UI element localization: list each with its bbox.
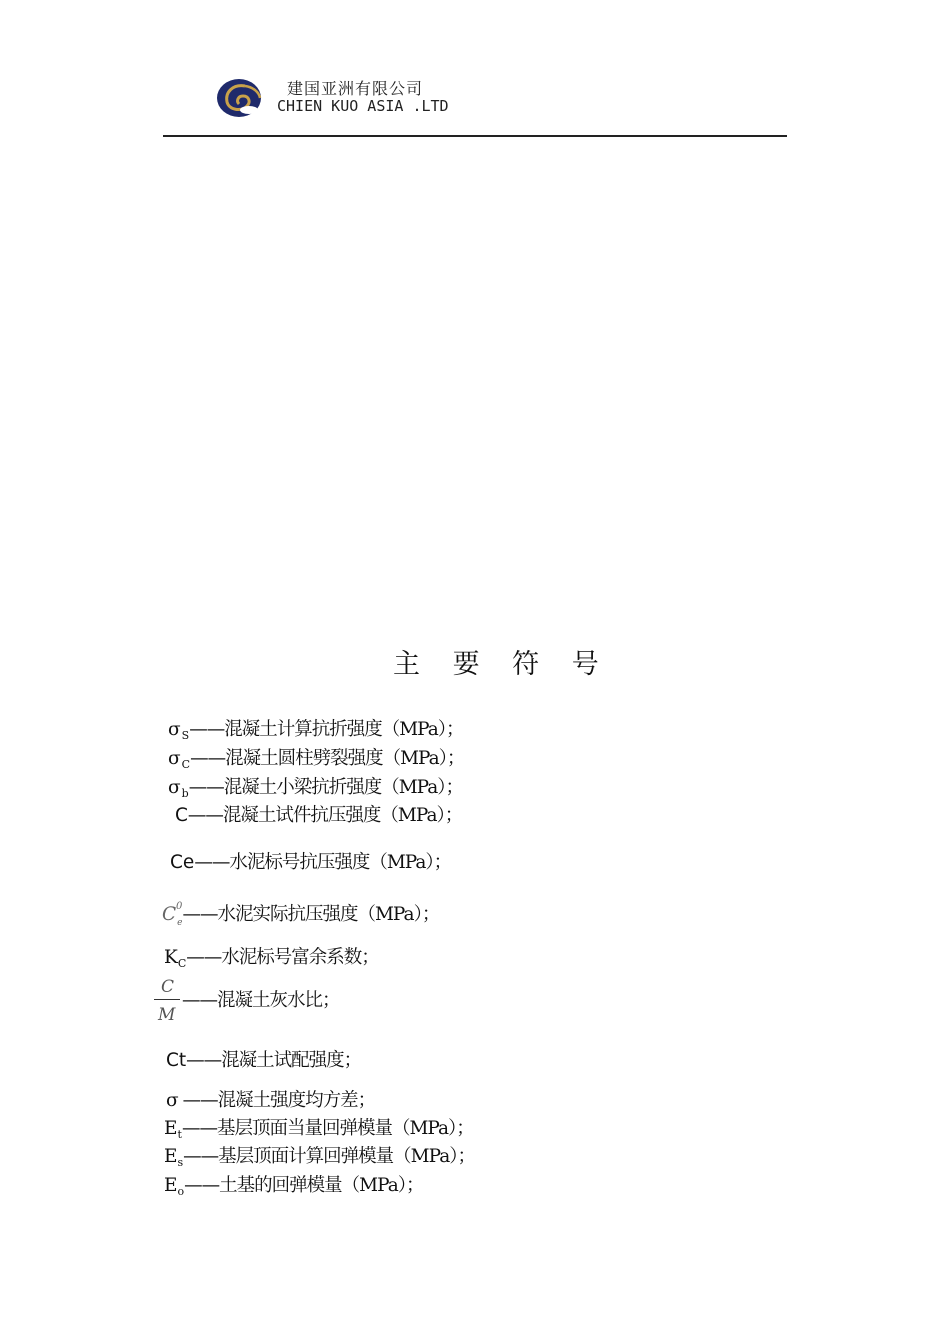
- symbol-description: ——基层顶面当量回弹模量（MPa）；: [181, 1118, 474, 1139]
- symbol-description: ——混凝土强度均方差；: [182, 1090, 376, 1111]
- symbol-description: ——水泥实际抗压强度（MPa）；: [182, 904, 440, 925]
- fraction-numerator: C: [161, 977, 175, 997]
- symbol-superscript: 0: [176, 901, 183, 912]
- symbol-description: ——水泥标号抗压强度（MPa）；: [194, 852, 452, 873]
- symbol-row: [175, 807, 462, 826]
- symbol-subscript: e: [177, 918, 183, 928]
- symbol: C: [162, 904, 177, 925]
- symbol: K: [164, 947, 178, 968]
- symbol: C: [175, 805, 188, 826]
- symbol-subscript: S: [181, 729, 190, 742]
- symbol: σ: [168, 748, 181, 769]
- symbol-row: [164, 1148, 475, 1167]
- symbol-description: ——基层顶面计算回弹模量（MPa）；: [183, 1146, 476, 1167]
- symbol-description: ——混凝土试配强度；: [186, 1050, 362, 1071]
- symbol: σ: [168, 719, 181, 740]
- symbol-description: ——混凝土小梁抗折强度（MPa）；: [188, 777, 464, 798]
- symbol: E: [164, 1146, 178, 1167]
- symbol-row: [162, 901, 440, 928]
- symbol-description: ——混凝土计算抗折强度（MPa）；: [189, 719, 464, 740]
- symbol: Ct: [166, 1050, 187, 1071]
- symbol-description: ——混凝土试件抗压强度（MPa）；: [187, 805, 463, 826]
- company-logo-icon: [215, 76, 263, 120]
- header-divider: [163, 135, 787, 137]
- symbol-row: [166, 1092, 375, 1111]
- symbol-subscript: o: [177, 1185, 185, 1198]
- symbol-row: [168, 750, 464, 769]
- symbol: Ce: [170, 852, 195, 873]
- symbol-description: ——水泥标号富余系数；: [186, 947, 379, 968]
- page-header: [215, 76, 515, 122]
- symbol-subscript: C: [177, 957, 187, 970]
- fraction-bar: [154, 999, 180, 1000]
- symbol-row: [168, 721, 464, 740]
- symbol-description: ——混凝土灰水比；: [182, 990, 340, 1011]
- symbol-row: [166, 1052, 361, 1071]
- symbol-row: [182, 992, 340, 1011]
- symbol-description: ——混凝土圆柱劈裂强度（MPa）；: [190, 748, 465, 769]
- company-name-cn: 建国亚洲有限公司: [287, 79, 424, 98]
- symbol-row: [168, 779, 463, 798]
- symbol-subscript: s: [177, 1156, 184, 1169]
- company-name-en: CHIEN KUO ASIA .LTD: [277, 97, 449, 115]
- fraction-denominator: M: [158, 1005, 176, 1025]
- symbol-row: [164, 1177, 423, 1196]
- symbol-subscript: C: [181, 758, 191, 771]
- fraction-symbol: [152, 977, 182, 1027]
- symbol: σ: [166, 1090, 179, 1111]
- symbol: E: [164, 1175, 178, 1196]
- symbol-subscript: b: [181, 787, 189, 800]
- symbol: E: [164, 1118, 178, 1139]
- symbol-row: [164, 1120, 474, 1139]
- symbol-description: ——土基的回弹模量（MPa）；: [184, 1175, 424, 1196]
- symbol-subscript: t: [177, 1128, 182, 1141]
- symbol-row: [170, 854, 451, 873]
- section-title: 主 要 符 号: [393, 649, 611, 680]
- symbol: σ: [168, 777, 181, 798]
- symbol-row: [164, 949, 379, 968]
